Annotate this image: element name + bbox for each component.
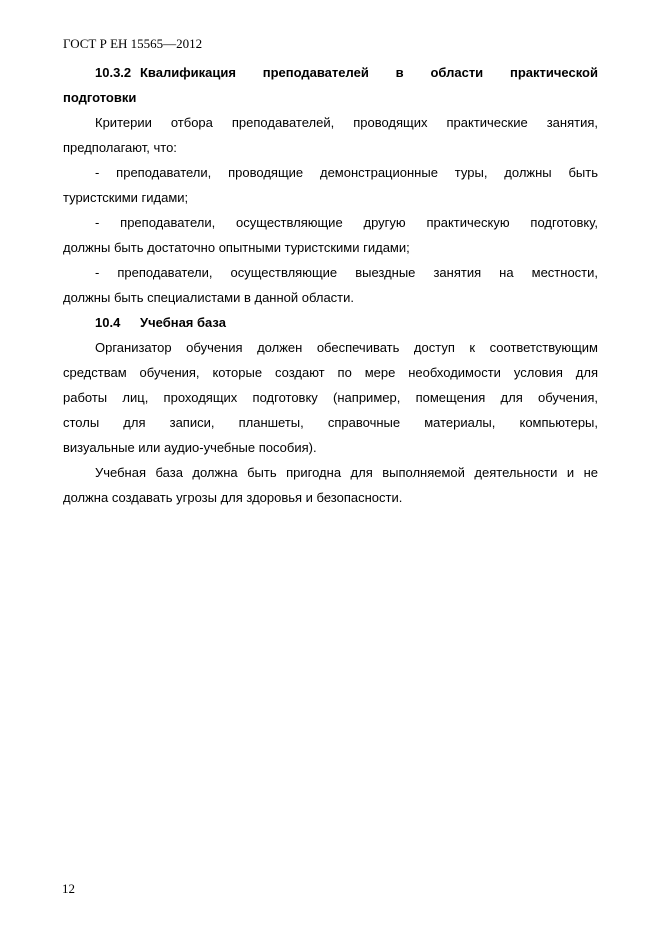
intro-paragraph-line: Критерии отбора преподавателей, проводящих практические занятия,	[95, 115, 598, 130]
section-10-3-2-heading	[95, 60, 598, 85]
page-number: 12	[62, 881, 75, 896]
body-paragraph-line: визуальные или аудио-учебные пособия).	[63, 440, 317, 455]
body-paragraph-line: столы для записи, планшеты, справочные материалы, компьютеры,	[63, 415, 598, 430]
section-number: 10.4	[95, 315, 121, 330]
section-title-continuation: подготовки	[63, 90, 137, 105]
section-title: Квалификация преподавателей в области практической	[140, 65, 598, 80]
standard-header: ГОСТ Р ЕН 15565—2012	[63, 36, 203, 51]
body-paragraph-line: Учебная база должна быть пригодна для выполняемой деятельности и не	[95, 465, 598, 480]
bullet-item-line: - преподаватели, осуществляющие другую практическую подготовку,	[95, 215, 598, 230]
bullet-item-line: - преподаватели, проводящие демонстрационные туры, должны быть	[95, 165, 598, 180]
section-10-4-heading	[95, 310, 598, 335]
body-paragraph-line: средствам обучения, которые создают по мере необходимости условия для	[63, 365, 598, 380]
section-number: 10.3.2	[95, 65, 132, 80]
bullet-item-line: - преподаватели, осуществляющие выездные занятия на местности,	[95, 265, 598, 280]
intro-paragraph-line: предполагают, что:	[63, 140, 177, 155]
bullet-item-line: туристскими гидами;	[63, 190, 189, 205]
body-paragraph-line: должна создавать угрозы для здоровья и безопасности.	[63, 490, 403, 505]
bullet-item-line: должны быть достаточно опытными туристскими гидами;	[63, 240, 410, 255]
body-paragraph-line: Организатор обучения должен обеспечивать доступ к соответствующим	[95, 340, 598, 355]
body-paragraph-line: работы лиц, проходящих подготовку (например, помещения для обучения,	[63, 390, 598, 405]
section-title: Учебная база	[140, 315, 226, 330]
bullet-item-line: должны быть специалистами в данной области.	[63, 290, 355, 305]
